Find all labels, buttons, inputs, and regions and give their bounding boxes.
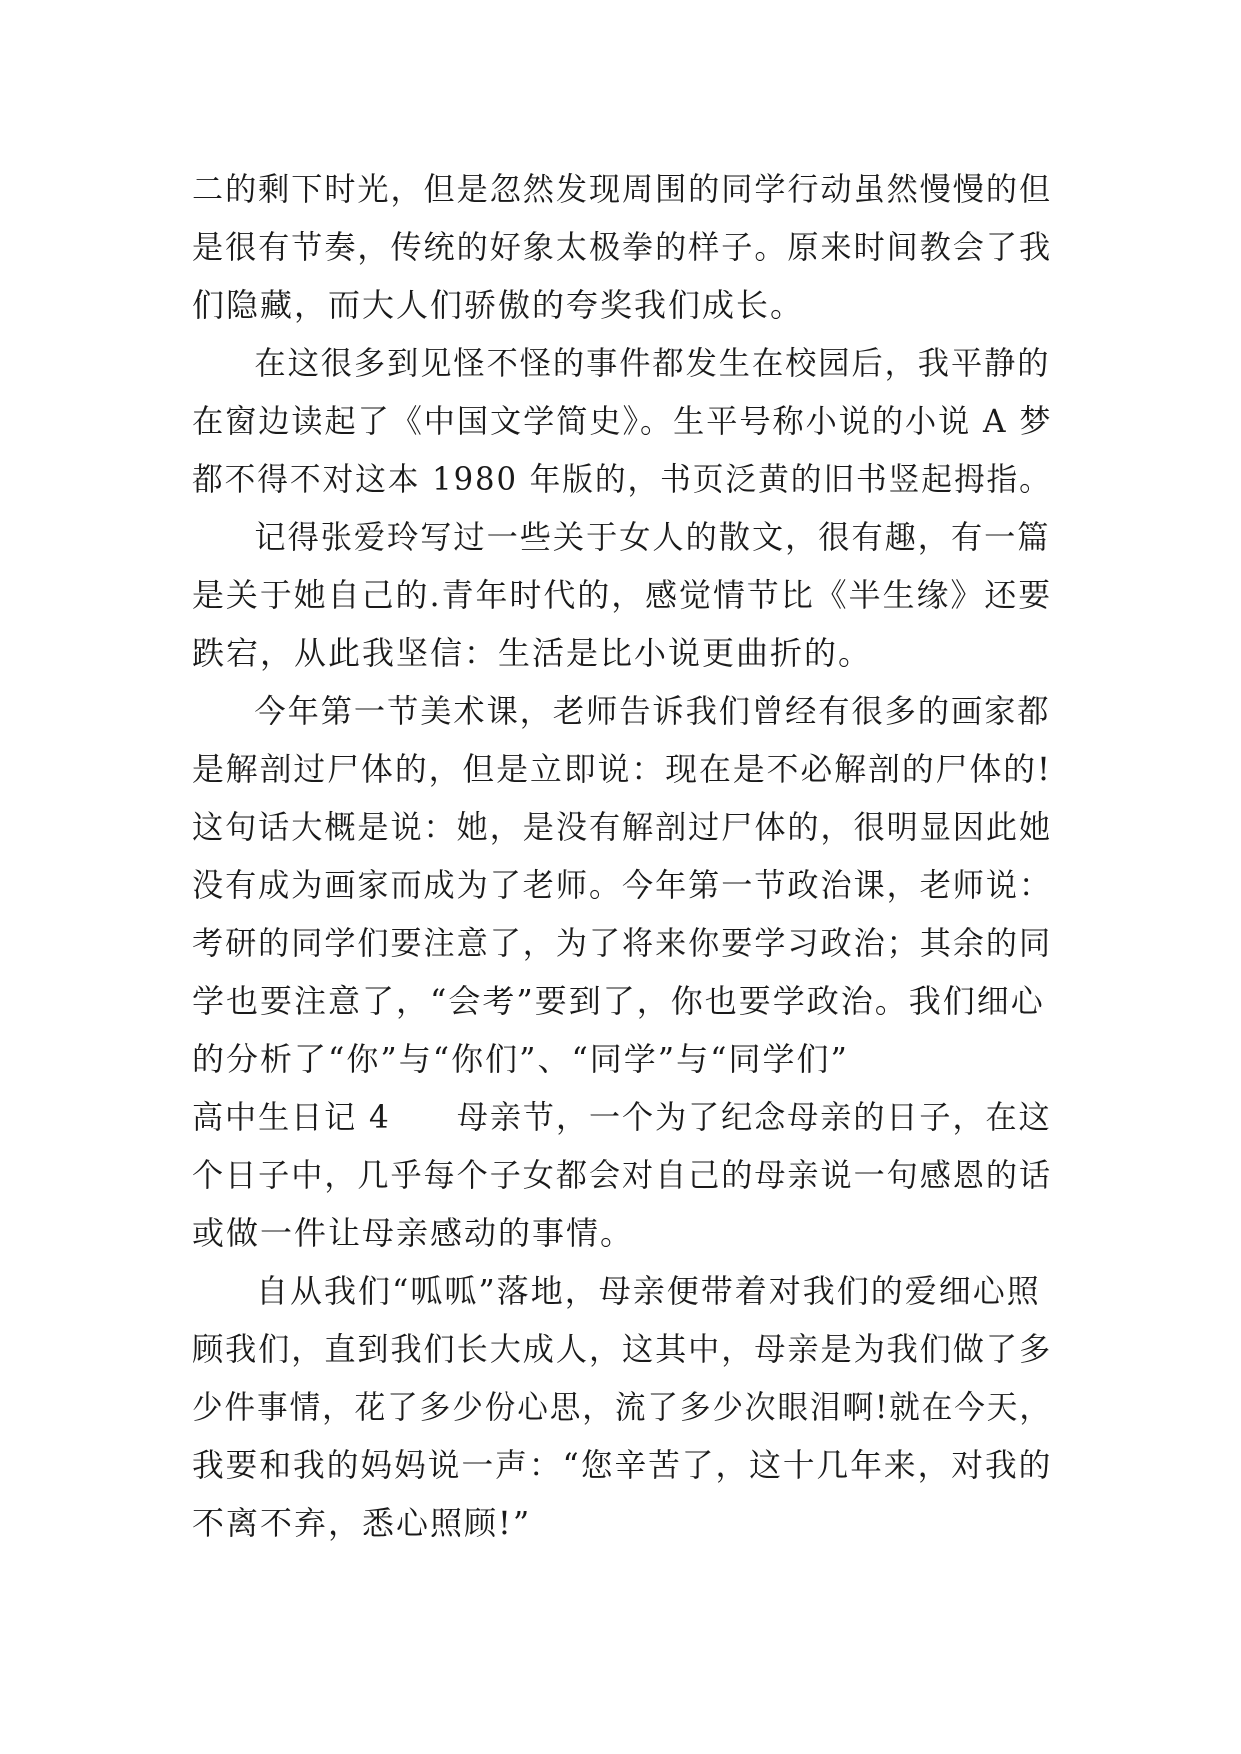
text-line: 今年第一节美术课，老师告诉我们曾经有很多的画家都 xyxy=(254,692,1051,730)
text-line: 记得张爱玲写过一些关于女人的散文，很有趣，有一篇 xyxy=(254,518,1051,556)
text-line: 自从我们“呱呱”落地，母亲便带着对我们的爱细心照 xyxy=(256,1272,1041,1310)
text-line: 是关于她自己的.青年时代的，感觉情节比《半生缘》还要 xyxy=(192,576,1053,614)
text-line: 个日子中，几乎每个子女都会对自己的母亲说一句感恩的话 xyxy=(192,1156,1053,1194)
text-line: 我要和我的妈妈说一声：“您辛苦了，这十几年来，对我的 xyxy=(192,1446,1053,1484)
text-line: 二的剩下时光，但是忽然发现周围的同学行动虽然慢慢的但 xyxy=(192,170,1053,208)
text-line: 或做一件让母亲感动的事情。 xyxy=(192,1214,635,1252)
text-line: 顾我们，直到我们长大成人，这其中，母亲是为我们做了多 xyxy=(192,1330,1053,1368)
text-line: 都不得不对这本 1980 年版的，书页泛黄的旧书竖起拇指。 xyxy=(192,460,1052,498)
text-line: 们隐藏，而大人们骄傲的夸奖我们成长。 xyxy=(192,286,805,324)
text-line: 考研的同学们要注意了，为了将来你要学习政治；其余的同 xyxy=(192,924,1053,962)
text-line: 跌宕，从此我坚信：生活是比小说更曲折的。 xyxy=(192,634,873,672)
text-line: 不离不弃，悉心照顾!” xyxy=(192,1504,532,1542)
document-body xyxy=(192,160,1052,1552)
text-line: 在这很多到见怪不怪的事件都发生在校园后，我平静的 xyxy=(254,344,1051,382)
text-line: 是解剖过尸体的，但是立即说：现在是不必解剖的尸体的! xyxy=(192,750,1052,788)
text-line: 没有成为画家而成为了老师。今年第一节政治课，老师说： xyxy=(192,866,1053,904)
text-line: 少件事情，花了多少份心思，流了多少次眼泪啊!就在今天， xyxy=(192,1388,1052,1426)
text-line: 的分析了“你”与“你们”、“同学”与“同学们” xyxy=(192,1040,849,1078)
text-line: 是很有节奏，传统的好象太极拳的样子。原来时间教会了我 xyxy=(192,228,1053,266)
text-line: 学也要注意了，“会考”要到了，你也要学政治。我们细心 xyxy=(192,982,1045,1020)
text-line: 高中生日记 4 母亲节，一个为了纪念母亲的日子，在这 xyxy=(192,1098,1052,1136)
text-line: 这句话大概是说：她，是没有解剖过尸体的，很明显因此她 xyxy=(192,808,1053,846)
text-line: 在窗边读起了《中国文学简史》。生平号称小说的小说 A 梦 xyxy=(192,402,1053,440)
